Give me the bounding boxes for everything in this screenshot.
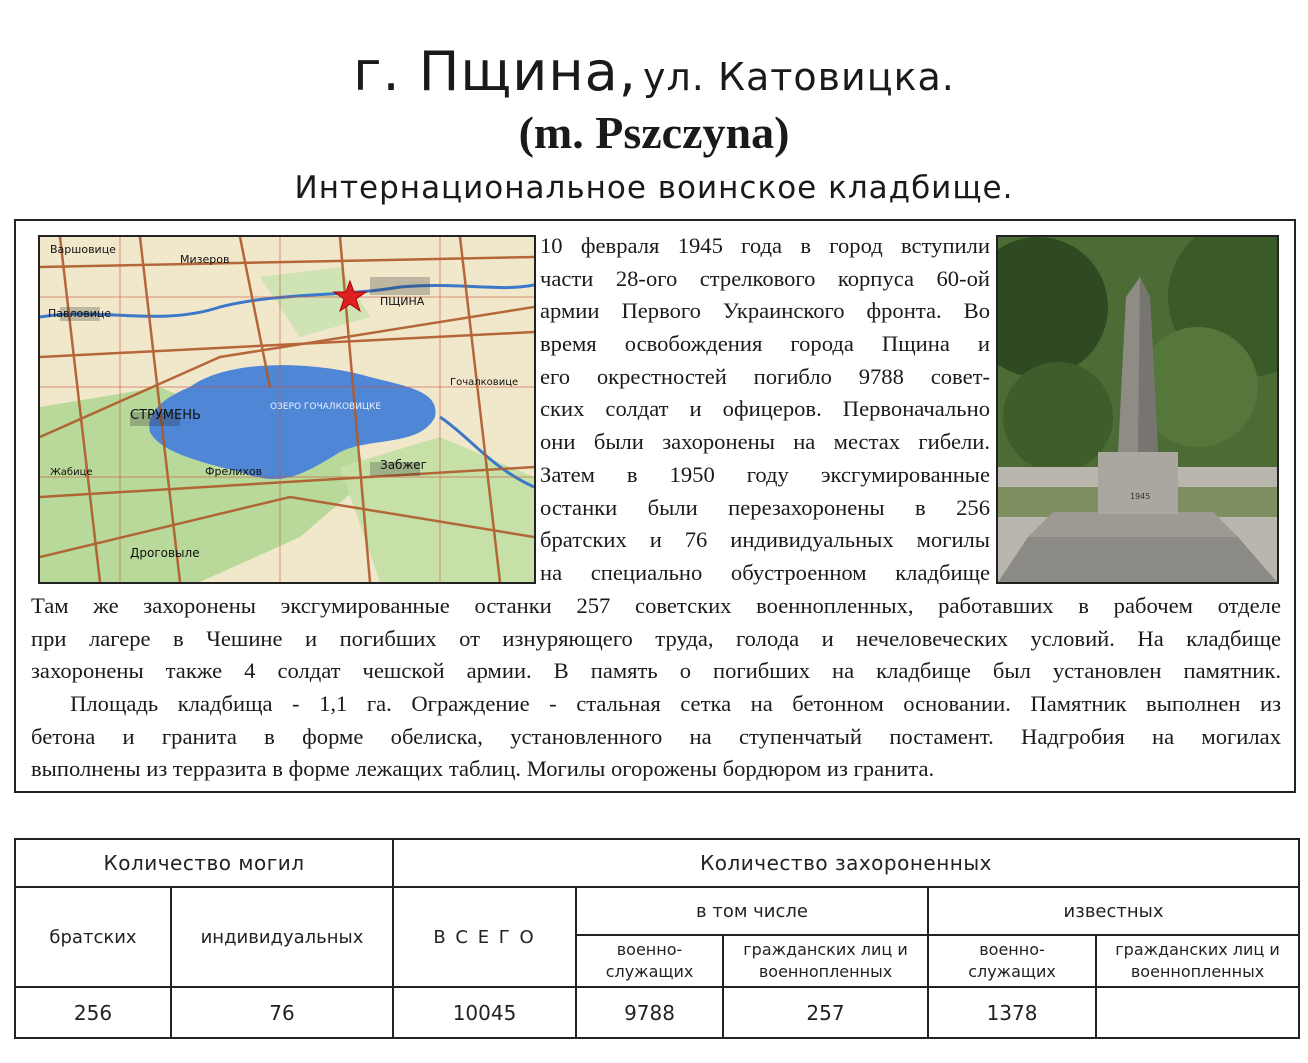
city-title: г. Пщина, bbox=[353, 40, 637, 103]
text-line: 10 февраля 1945 года в город вступили bbox=[540, 233, 990, 258]
text-line: они были захоронены на местах гибели. bbox=[540, 429, 990, 455]
burial-stats-table bbox=[14, 838, 1300, 1039]
mass-graves-value: 256 bbox=[15, 987, 171, 1038]
text-line: Там же захоронены эксгумированные останки 257 советских военнопленных, работавших в рабочем отделе bbox=[31, 593, 1281, 618]
topographic-map-icon bbox=[40, 237, 534, 582]
body-text bbox=[31, 590, 1281, 786]
including-header: в том числе bbox=[576, 887, 928, 935]
map-label: Дроговыле bbox=[130, 546, 200, 560]
text-line: останки были перезахоронены в 256 bbox=[540, 494, 990, 520]
known-military-value: 1378 bbox=[928, 987, 1096, 1038]
text-line: части 28-ого стрелкового корпуса 60-ой bbox=[540, 265, 990, 291]
text-line: время освобождения города Пщина и bbox=[540, 331, 990, 357]
known-header: известных bbox=[928, 887, 1299, 935]
text-line: его окрестностей погибло 9788 совет- bbox=[540, 363, 990, 389]
text-line: выполнены из терразита в форме лежащих таблиц. Могилы огорожены бордюром из гранита. bbox=[31, 756, 935, 782]
known-civil-value bbox=[1096, 987, 1299, 1038]
map-label: Павловице bbox=[48, 307, 112, 320]
map-label: Забжег bbox=[380, 458, 427, 472]
buried-count-header: Количество захороненных bbox=[393, 839, 1299, 887]
incl-military-value: 9788 bbox=[576, 987, 723, 1038]
polish-name: (m. Pszczyna) bbox=[518, 107, 790, 158]
map-label: Жабице bbox=[50, 467, 93, 478]
text-line: Затем в 1950 году эксгумированные bbox=[540, 461, 990, 487]
page-subtitle: Интернациональное воинское кладбище. bbox=[294, 170, 1014, 206]
text-line: бетона и гранита в форме обелиска, установленного на ступенчатый постамент. Надгробия на могилах bbox=[31, 723, 1281, 749]
map-label: Мизеров bbox=[180, 253, 230, 266]
known-military-header: военно- служащих bbox=[928, 935, 1096, 987]
incl-civil-header: гражданских лиц и военнопленных bbox=[723, 935, 928, 987]
map-label: Гочалковице bbox=[450, 377, 519, 388]
text-line: братских и 76 индивидуальных могилы bbox=[540, 527, 990, 553]
street-title: ул. Катовицка. bbox=[643, 55, 955, 99]
incl-military-header: военно- служащих bbox=[576, 935, 723, 987]
mass-graves-header: братских bbox=[15, 887, 171, 987]
obelisk-photo-icon bbox=[998, 237, 1277, 582]
memorial-photo bbox=[996, 235, 1279, 584]
map-image bbox=[38, 235, 536, 584]
total-header: В С Е Г О bbox=[393, 887, 576, 987]
known-civil-header: гражданских лиц и военнопленных bbox=[1096, 935, 1299, 987]
text-line: Площадь кладбища - 1,1 га. Ограждение - стальная сетка на бетонном основании. Памятник выполнен из bbox=[31, 691, 1281, 717]
individual-graves-header: индивидуальных bbox=[171, 887, 393, 987]
graves-count-header: Количество могил bbox=[15, 839, 393, 887]
map-label: Фрелихов bbox=[205, 465, 263, 478]
text-line: захоронены также 4 солдат чешской армии. В память о погибших на кладбище был установлен памятник. bbox=[31, 658, 1281, 684]
text-line: на специально обустроенном кладбище bbox=[540, 559, 990, 585]
map-label: ПЩИНА bbox=[380, 295, 425, 308]
obelisk-engraving: 1945 bbox=[1130, 492, 1151, 501]
total-value: 10045 bbox=[393, 987, 576, 1038]
page-title bbox=[0, 40, 1308, 103]
text-line: при лагере в Чешине и погибших от изнуряющего труда, голода и нечеловеческих условий. На кладбище bbox=[31, 625, 1281, 651]
map-label: Варшовице bbox=[50, 243, 116, 256]
incl-civil-value: 257 bbox=[723, 987, 928, 1038]
text-line: армии Первого Украинского фронта. Во bbox=[540, 298, 990, 324]
individual-graves-value: 76 bbox=[171, 987, 393, 1038]
map-label: ОЗЕРО ГОЧАЛКОВИЦКЕ bbox=[270, 402, 382, 412]
text-line: ских солдат и офицеров. Первоначально bbox=[540, 396, 990, 422]
intro-text bbox=[540, 230, 990, 590]
map-label: СТРУМЕНЬ bbox=[130, 408, 201, 423]
